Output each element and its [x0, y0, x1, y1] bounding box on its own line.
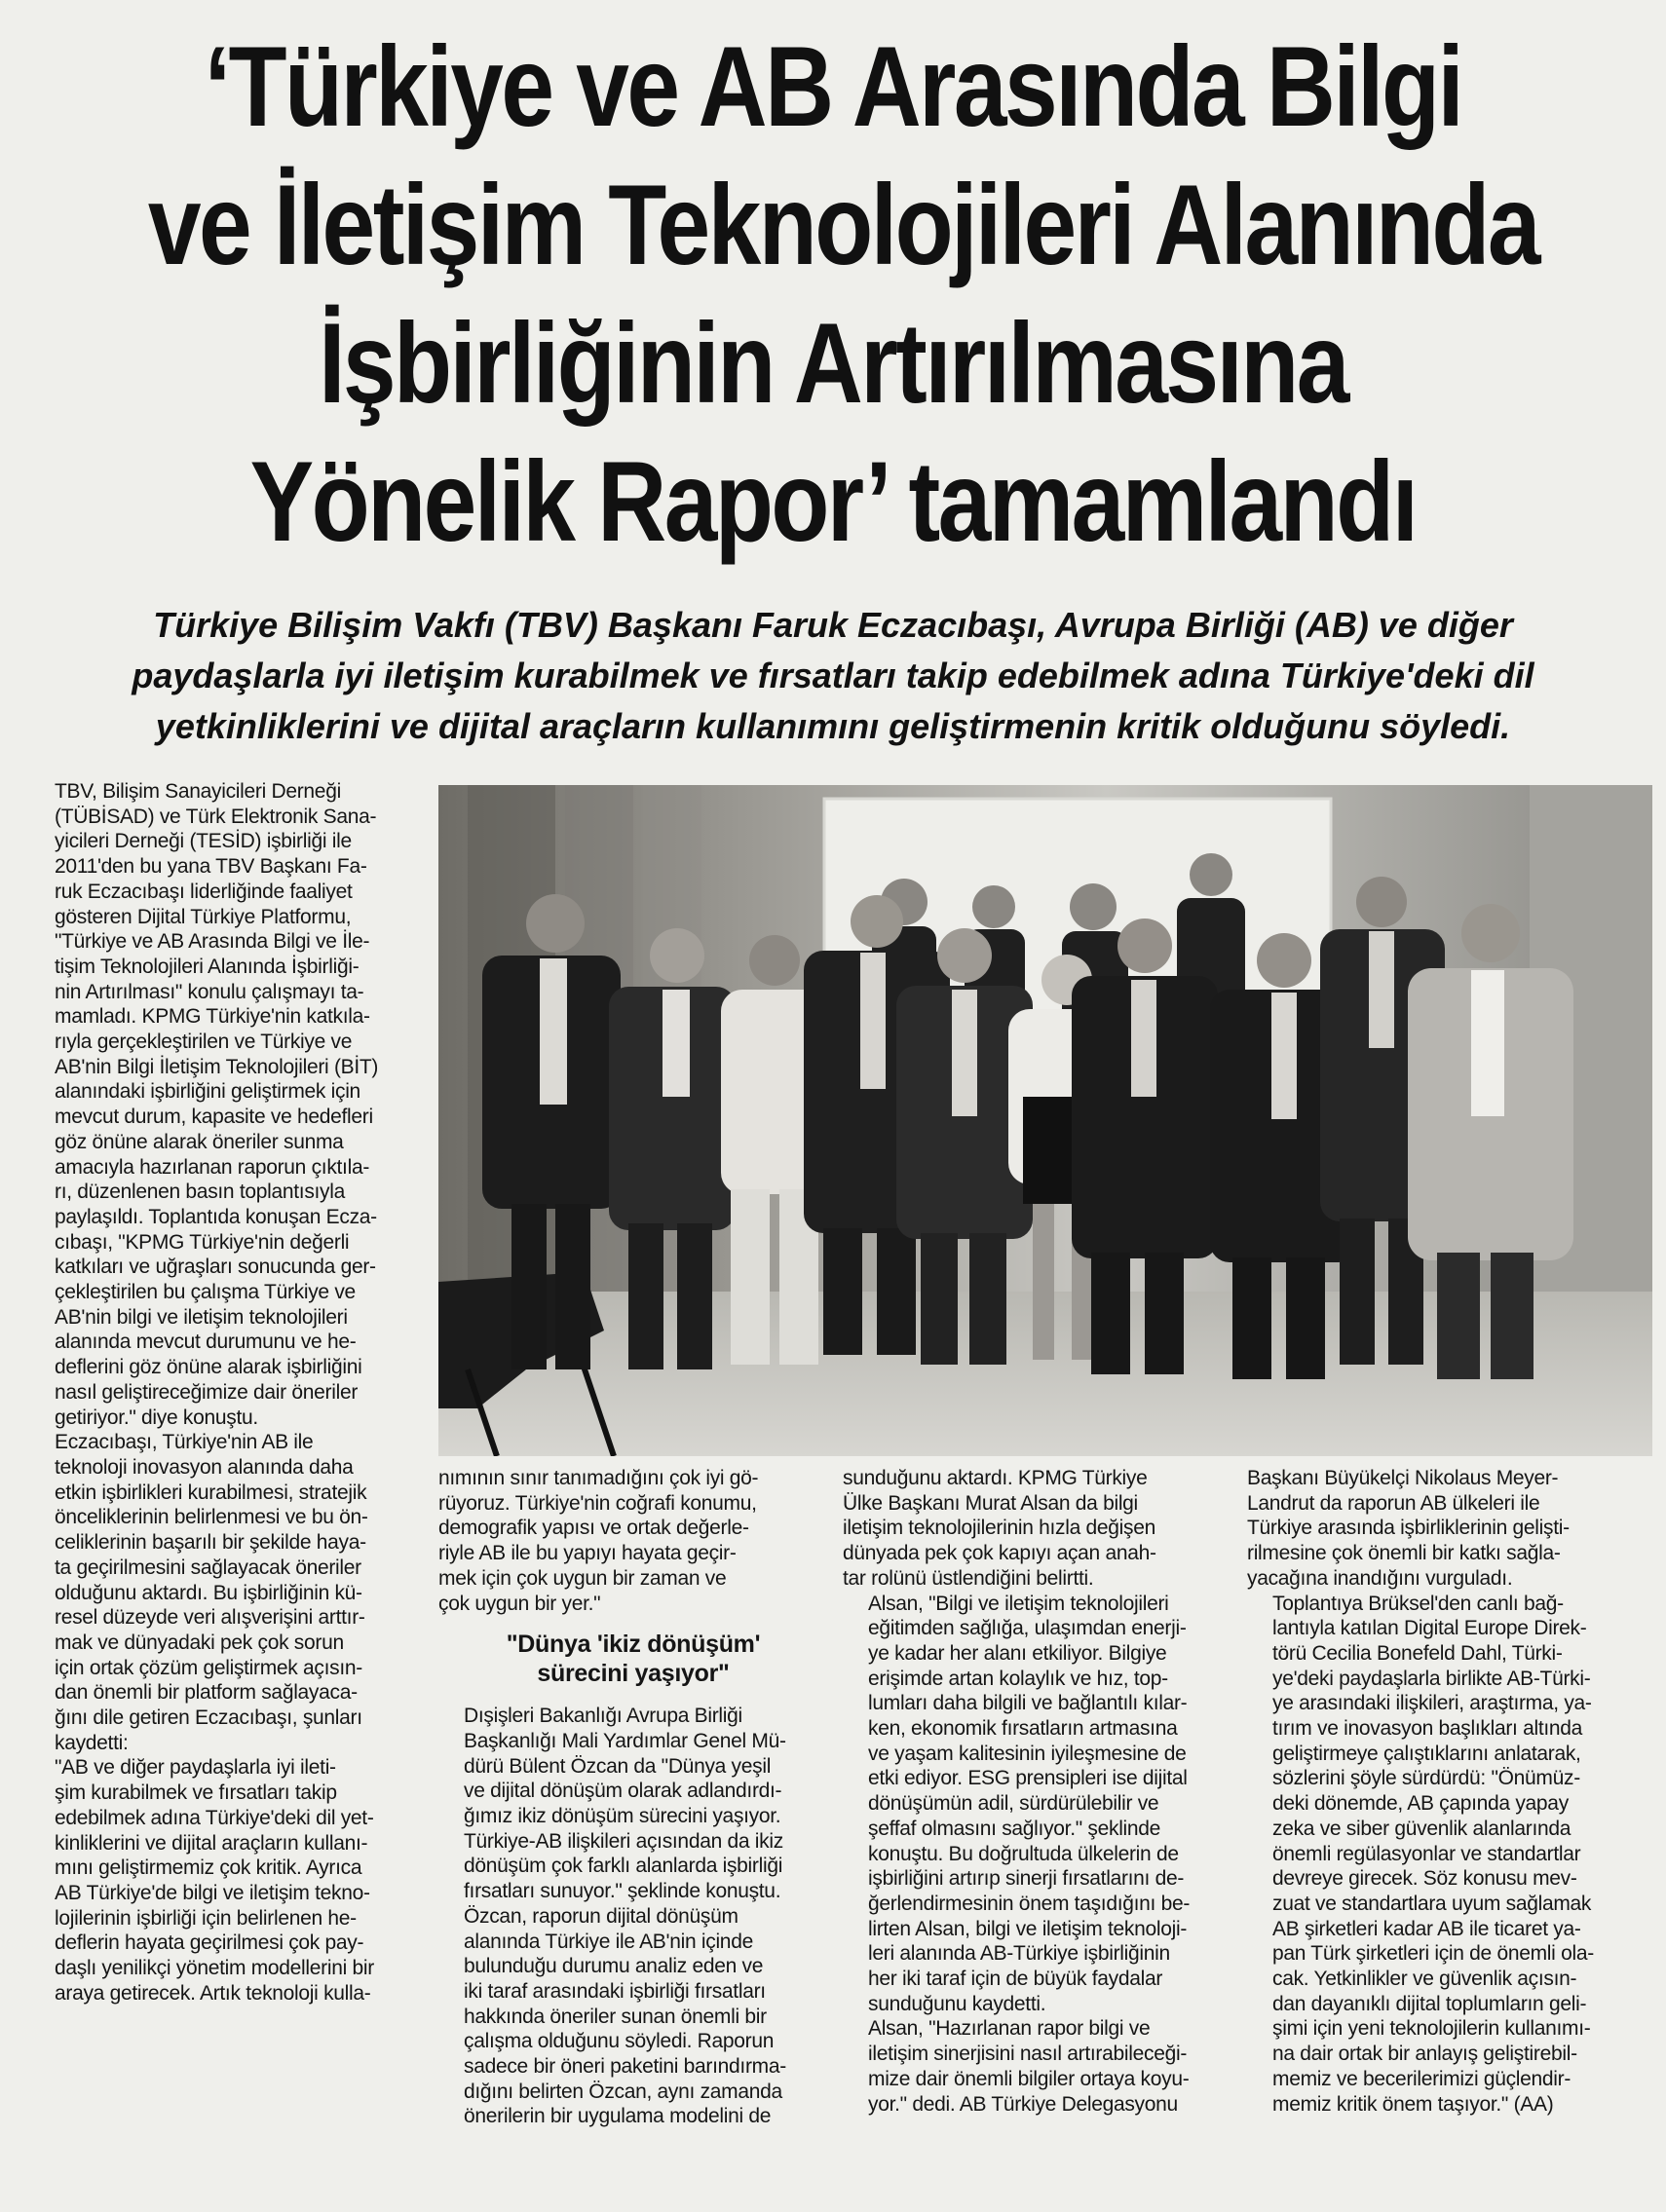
- text-line: nin Artırılması" konulu çalışmayı ta-: [55, 980, 364, 1003]
- paragraph: [843, 2016, 1232, 2117]
- text-line: bulunduğu durumu analiz eden ve: [464, 1955, 764, 1978]
- text-line: nasıl geliştireceğimize dair öneriler: [55, 1380, 359, 1404]
- text-line: mak ve dünyadaki pek çok sorun: [55, 1631, 344, 1654]
- text-line: na dair ortak bir anlayış geliştirebil-: [1272, 2043, 1577, 2066]
- text-line: gösteren Dijital Türkiye Platformu,: [55, 905, 352, 928]
- text-line: getiriyor." diye konuştu.: [55, 1406, 258, 1429]
- text-line: alanında mevcut durumunu ve he-: [55, 1331, 357, 1354]
- text-line: iki taraf arasındaki işbirliği fırsatları: [464, 1979, 766, 2003]
- paragraph: [29, 1430, 429, 1755]
- text-line: konuştu. Bu doğrultuda ülkelerin de: [868, 1842, 1179, 1865]
- text-line: TBV, Bilişim Sanayicileri Derneği: [55, 780, 341, 803]
- text-line: celiklerinin başarılı bir şekilde haya-: [55, 1531, 366, 1555]
- text-line: Türkiye arasında işbirliklerinin gelişti-: [1247, 1517, 1570, 1540]
- subheading-line: sürecini yaşıyor": [537, 1660, 730, 1688]
- text-line: deki dönemde, AB çapında yapay: [1272, 1792, 1569, 1816]
- text-line: şim kurabilmek ve fırsatları takip: [55, 1781, 337, 1805]
- text-line: kinliklerini ve dijital araçların kullanı-: [55, 1831, 368, 1855]
- text-line: etki ediyor. ESG prensipleri ise dijital: [868, 1767, 1188, 1790]
- text-line: fırsatları sunuyor." şeklinde konuştu.: [464, 1880, 781, 1903]
- text-line: paylaşıldı. Toplantıda konuşan Ecza-: [55, 1205, 377, 1228]
- column-2: [438, 1466, 828, 2129]
- text-line: dan dayanıklı dijital toplumların geli-: [1272, 1992, 1587, 2015]
- text-line: dürü Bülent Özcan da "Dünya yeşil: [464, 1754, 772, 1778]
- group-photo-icon: [438, 785, 1652, 1456]
- text-line: önemli regülasyonlar ve standartlar: [1272, 1842, 1581, 1865]
- text-line: Toplantıya Brüksel'den canlı bağ-: [1272, 1592, 1564, 1615]
- text-line: lumları daha bilgili ve bağlantılı kılar-: [868, 1692, 1188, 1715]
- text-line: alanındaki işbirliğini geliştirmek için: [55, 1080, 360, 1104]
- text-line: ve yaşam kalitesinin iyileşmesine de: [868, 1742, 1187, 1765]
- text-line: AB şirketleri kadar AB ile ticaret ya-: [1272, 1917, 1581, 1940]
- text-line: etkin işbirlikleri kurabilmesi, stratejik: [55, 1481, 367, 1504]
- text-line: ye kadar her alanı etkiliyor. Bilgiye: [868, 1641, 1167, 1665]
- deck-line: paydaşlarla iyi iletişim kurabilmek ve fırsatları takip edebilmek adına Türkiye'deki dil: [132, 656, 1534, 695]
- text-line: (TÜBİSAD) ve Türk Elektronik Sana-: [55, 805, 377, 828]
- text-line: için ortak çözüm geliştirmek açısın-: [55, 1656, 362, 1679]
- text-line: erişimde artan kolaylık ve hız, top-: [868, 1667, 1168, 1690]
- text-line: Alsan, "Hazırlanan rapor bilgi ve: [868, 2017, 1151, 2041]
- text-line: devreye girecek. Söz konusu mev-: [1272, 1867, 1577, 1891]
- text-line: her iki taraf için de büyük faydalar: [868, 1968, 1163, 1991]
- text-line: çekleştirilen bu çalışma Türkiye ve: [55, 1281, 356, 1304]
- paragraph: [1247, 1592, 1647, 2118]
- text-line: dönüşüm çok farklı alanlarda işbirliği: [464, 1855, 783, 1878]
- text-line: ğımız ikiz dönüşüm sürecini yaşıyor.: [464, 1805, 781, 1828]
- text-line: iletişim teknolojilerinin hızla değişen: [843, 1517, 1155, 1540]
- text-line: ye arasındaki ilişkileri, araştırma, ya-: [1272, 1692, 1592, 1715]
- group-photo: [438, 785, 1652, 1456]
- text-line: lirten Alsan, bilgi ve iletişim teknoloji-: [868, 1917, 1188, 1940]
- text-line: tişim Teknolojileri Alanında İşbirliği-: [55, 955, 360, 978]
- paragraph: [843, 1466, 1232, 1592]
- text-line: ruk Eczacıbaşı liderliğinde faaliyet: [55, 880, 353, 903]
- text-line: deflerini göz önüne alarak işbirliğini: [55, 1356, 362, 1379]
- text-line: leri alanında AB-Türkiye işbirliğinin: [868, 1942, 1170, 1966]
- text-line: zeka ve siber güvenlik alanlarında: [1272, 1817, 1571, 1840]
- headline: [147, 18, 1539, 571]
- text-line: Başkanlığı Mali Yardımlar Genel Mü-: [464, 1729, 786, 1752]
- text-line: yacağına inandığını vurguladı.: [1247, 1566, 1513, 1590]
- text-line: yicileri Derneği (TESİD) işbirliği ile: [55, 830, 352, 853]
- text-line: Dışişleri Bakanlığı Avrupa Birliği: [464, 1705, 742, 1728]
- text-line: edebilmek adına Türkiye'deki dil yet-: [55, 1806, 374, 1829]
- headline-line: İşbirliğinin Artırılmasına: [319, 299, 1347, 427]
- text-line: çalışma olduğunu söyledi. Raporun: [464, 2030, 775, 2053]
- text-line: daşlı yenilikçi yönetim modellerini bir: [55, 1957, 374, 1980]
- deck-line: yetkinliklerini ve dijital araçların kullanımını geliştirmenin kritik olduğunu söyledi.: [155, 706, 1511, 746]
- text-line: lojilerinin işbirliği için belirlenen he-: [55, 1906, 357, 1930]
- text-line: önerilerin bir uygulama modelini de: [464, 2105, 772, 2128]
- text-line: deflerin hayata geçirilmesi çok pay-: [55, 1931, 364, 1955]
- text-line: ta geçirilmesini sağlayacak öneriler: [55, 1556, 361, 1579]
- text-line: sözlerini şöyle sürdürdü: "Önümüz-: [1272, 1767, 1580, 1790]
- text-line: araya getirecek. Artık teknoloji kulla-: [55, 1981, 371, 2005]
- text-line: olduğunu aktardı. Bu işbirliğinin kü-: [55, 1581, 362, 1604]
- text-line: riyle AB ile bu yapıyı hayata geçir-: [438, 1542, 737, 1565]
- text-line: ye'deki paydaşlarla birlikte AB-Türki-: [1272, 1667, 1591, 1690]
- text-line: rüyoruz. Türkiye'nin coğrafi konumu,: [438, 1491, 757, 1515]
- text-line: 2011'den bu yana TBV Başkanı Fa-: [55, 855, 367, 879]
- text-line: memiz ve becerilerimizi güçlendir-: [1272, 2067, 1571, 2090]
- text-line: sunduğunu kaydetti.: [868, 1992, 1046, 2015]
- text-line: zuat ve standartlara uyum sağlamak: [1272, 1892, 1592, 1915]
- text-line: teknoloji inovasyon alanında daha: [55, 1455, 354, 1479]
- deck-subtitle: [29, 600, 1637, 752]
- subheading-line: "Dünya 'ikiz dönüşüm': [506, 1631, 761, 1659]
- text-line: katkıları ve uğraşları sonucunda ger-: [55, 1256, 376, 1279]
- text-line: şeffaf olmasını sağlıyor." şeklinde: [868, 1817, 1161, 1840]
- column-3: [843, 1466, 1232, 2117]
- text-line: resel düzeyde veri alışverişini arttır-: [55, 1606, 365, 1630]
- text-line: dönüşümün adil, sürdürülebilir ve: [868, 1792, 1159, 1816]
- text-line: Eczacıbaşı, Türkiye'nin AB ile: [55, 1431, 314, 1454]
- text-line: tırım ve inovasyon başlıkları altında: [1272, 1717, 1583, 1741]
- paragraph: [29, 1755, 429, 2006]
- text-line: Alsan, "Bilgi ve iletişim teknolojileri: [868, 1592, 1169, 1615]
- text-line: "AB ve diğer paydaşlarla iyi ileti-: [55, 1756, 336, 1780]
- text-line: hakkında öneriler sunan önemli bir: [464, 2005, 767, 2028]
- text-line: ğerlendirmesinin önem taşıdığını be-: [868, 1892, 1191, 1915]
- text-line: yor." dedi. AB Türkiye Delegasyonu: [868, 2092, 1178, 2116]
- paragraph: [29, 779, 429, 1430]
- paragraph: [843, 1592, 1232, 2017]
- paragraph: [438, 1904, 828, 2129]
- text-line: iletişim sinerjisini nasıl artırabileceği-: [868, 2043, 1188, 2066]
- deck-line: Türkiye Bilişim Vakfı (TBV) Başkanı Faruk Eczacıbaşı, Avrupa Birliği (AB) ve diğer: [153, 605, 1513, 645]
- paragraph: [438, 1466, 828, 1616]
- text-line: rilmesine çok önemli bir katkı sağla-: [1247, 1542, 1561, 1565]
- text-line: mek için çok uygun bir zaman ve: [438, 1566, 727, 1590]
- text-line: Ülke Başkanı Murat Alsan da bilgi: [843, 1491, 1138, 1515]
- text-line: ğını dile getiren Eczacıbaşı, şunları: [55, 1706, 362, 1730]
- text-line: "Türkiye ve AB Arasında Bilgi ve İle-: [55, 930, 370, 954]
- text-line: tar rolünü üstlendiğini belirtti.: [843, 1566, 1094, 1590]
- text-line: dan önemli bir platform sağlayaca-: [55, 1681, 358, 1705]
- text-line: şimi için yeni teknolojilerin kullanımı-: [1272, 2017, 1591, 2041]
- paragraph: [438, 1704, 828, 1904]
- text-line: rı, düzenlenen basın toplantısıyla: [55, 1181, 346, 1204]
- text-line: lantıyla katılan Digital Europe Direk-: [1272, 1617, 1587, 1640]
- paragraph: [1247, 1466, 1647, 1592]
- text-line: alanında Türkiye ile AB'nin içinde: [464, 1930, 753, 1953]
- text-line: Başkanı Büyükelçi Nikolaus Meyer-: [1247, 1467, 1559, 1489]
- text-line: nımının sınır tanımadığını çok iyi gö-: [438, 1467, 759, 1489]
- text-line: amacıyla hazırlanan raporun çıktıla-: [55, 1155, 370, 1179]
- text-line: cıbaşı, "KPMG Türkiye'nin değerli: [55, 1230, 350, 1254]
- headline-line: ve İletişim Teknolojileri Alanında: [147, 161, 1539, 288]
- text-line: çok uygun bir yer.": [438, 1592, 601, 1615]
- text-line: sunduğunu aktardı. KPMG Türkiye: [843, 1467, 1148, 1489]
- text-line: işbirliğini artırıp sinerji fırsatlarını de-: [868, 1867, 1185, 1891]
- text-line: ve dijital dönüşüm olarak adlandırdı-: [464, 1780, 782, 1803]
- text-line: göz önüne alarak öneriler sunma: [55, 1130, 344, 1153]
- text-line: törü Cecilia Bonefeld Dahl, Türki-: [1272, 1641, 1563, 1665]
- text-line: mamladı. KPMG Türkiye'nin katkıla-: [55, 1005, 370, 1029]
- subheading: [438, 1630, 828, 1688]
- column-4: [1247, 1466, 1647, 2117]
- text-line: cak. Yetkinlikler ve güvenlik açısın-: [1272, 1968, 1577, 1991]
- text-line: kaydetti:: [55, 1731, 129, 1754]
- text-line: ken, ekonomik fırsatların artmasına: [868, 1717, 1178, 1741]
- text-line: rıyla gerçekleştirilen ve Türkiye ve: [55, 1031, 353, 1054]
- text-line: dünyada pek çok kapıyı açan anah-: [843, 1542, 1156, 1565]
- text-line: AB'nin Bilgi İletişim Teknolojileri (BİT): [55, 1055, 379, 1078]
- text-line: Türkiye-AB ilişkileri açısından da ikiz: [464, 1829, 783, 1853]
- text-line: eğitimden sağlığa, ulaşımdan enerji-: [868, 1617, 1187, 1640]
- text-line: demografik yapısı ve ortak değerle-: [438, 1517, 749, 1540]
- text-line: mını geliştirmemiz çok kritik. Ayrıca: [55, 1856, 362, 1880]
- text-line: AB Türkiye'de bilgi ve iletişim tekno-: [55, 1881, 370, 1904]
- text-line: önceliklerinin belirlenmesi ve bu ön-: [55, 1506, 368, 1529]
- text-line: memiz kritik önem taşıyor." (AA): [1272, 2092, 1554, 2116]
- text-line: geliştirmeye çalıştıklarını anlatarak,: [1272, 1742, 1581, 1765]
- text-line: dığını belirten Özcan, aynı zamanda: [464, 2080, 782, 2103]
- text-line: mevcut durum, kapasite ve hedefleri: [55, 1106, 373, 1129]
- text-line: AB'nin bilgi ve iletişim teknolojileri: [55, 1305, 348, 1329]
- text-line: Özcan, raporun dijital dönüşüm: [464, 1904, 738, 1928]
- text-line: pan Türk şirketleri için de önemli ola-: [1272, 1942, 1594, 1966]
- headline-line: ‘Türkiye ve AB Arasında Bilgi: [204, 22, 1462, 150]
- column-1: [29, 779, 429, 2006]
- text-line: mize dair önemli bilgiler ortaya koyu-: [868, 2067, 1190, 2090]
- text-line: sadece bir öneri paketini barındırma-: [464, 2055, 786, 2079]
- text-line: Landrut da raporun AB ülkeleri ile: [1247, 1491, 1540, 1515]
- headline-line: Yönelik Rapor’ tamamlandı: [249, 437, 1417, 565]
